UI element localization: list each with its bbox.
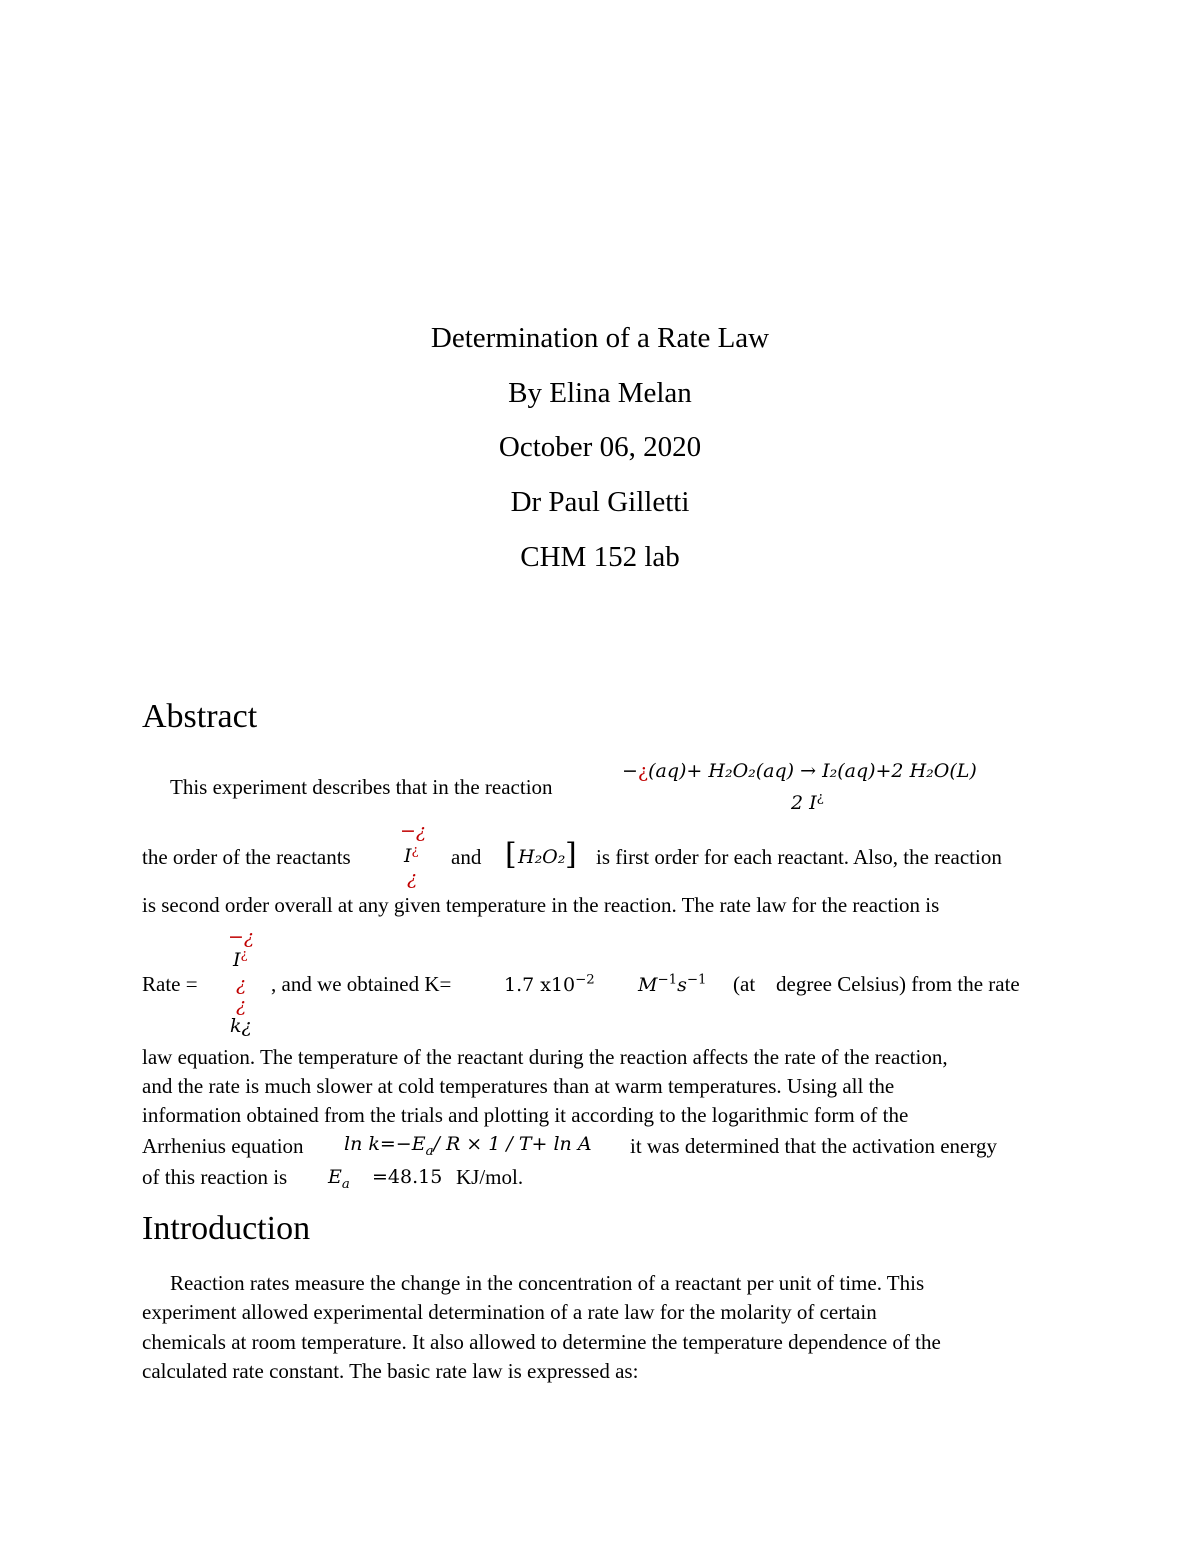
left-bracket: [ bbox=[505, 837, 517, 872]
abstract-heading: Abstract bbox=[142, 698, 258, 735]
course-line: CHM 152 lab bbox=[520, 541, 680, 573]
abstract-line-7: information obtained from the trials and plotting it according to the logarithmic form of the bbox=[142, 1103, 909, 1127]
abstract-line-8b: it was determined that the activation energy bbox=[630, 1134, 997, 1158]
ea-value bbox=[372, 1166, 442, 1188]
rate-stack-2 bbox=[233, 949, 248, 971]
rate-label: Rate = bbox=[142, 972, 198, 996]
rate-stack-4: ¿ bbox=[236, 994, 247, 1016]
rate-stack-3: ¿ bbox=[236, 973, 247, 995]
arrhenius-text: ln k=−E bbox=[344, 1133, 426, 1155]
ea-symbol-text: E bbox=[328, 1166, 342, 1188]
k-units-s: s bbox=[677, 974, 687, 996]
date-line: October 06, 2020 bbox=[498, 431, 702, 463]
ea-value-text: =48.15 bbox=[372, 1166, 443, 1188]
abstract-line-1: This experiment describes that in the reaction bbox=[170, 775, 553, 799]
instructor-line: Dr Paul Gilletti bbox=[510, 486, 690, 518]
reaction-minus: − bbox=[622, 760, 638, 782]
reaction-below-text: 2 I bbox=[791, 792, 817, 814]
k-units-s-exp: −1 bbox=[686, 972, 707, 988]
k-units bbox=[638, 974, 706, 996]
reaction-rest: (aq)+ H₂O₂(aq) → I₂(aq)+2 H₂O(L) bbox=[648, 760, 977, 782]
rate-stack-2-text: I bbox=[233, 949, 241, 971]
rate-stack-2-sup: ¿ bbox=[240, 947, 248, 963]
and-text: and bbox=[451, 845, 482, 869]
abstract-line-5: law equation. The temperature of the reactant during the reaction affects the rate of the reaction, bbox=[142, 1045, 948, 1069]
abstract-line-6: and the rate is much slower at cold temperatures than at warm temperatures. Using all the bbox=[142, 1074, 895, 1098]
k-units-m-exp: −1 bbox=[657, 972, 678, 988]
abstract-line-4b: (at bbox=[733, 972, 756, 996]
reaction-equation bbox=[622, 760, 977, 782]
abstract-line-3: is second order overall at any given temperature in the reaction. The rate law for the reaction is bbox=[142, 893, 940, 917]
reaction-below-sup: ¿ bbox=[816, 790, 824, 806]
reaction-below bbox=[791, 792, 824, 814]
k-exponent: −2 bbox=[575, 972, 595, 988]
k-value-text: 1.7 x10 bbox=[504, 974, 576, 996]
reactant2-bracketed bbox=[505, 837, 577, 872]
author-line: By Elina Melan bbox=[508, 377, 692, 409]
reactant1-mid-text: I bbox=[404, 845, 412, 867]
abstract-line-4a: , and we obtained K= bbox=[271, 972, 452, 996]
k-value bbox=[504, 974, 595, 996]
abstract-line-4c: degree Celsius) from the rate bbox=[776, 972, 1020, 996]
reactant1-top bbox=[400, 820, 426, 842]
reactant1-mid-sup: ¿ bbox=[411, 843, 419, 859]
rate-stack-1: −¿ bbox=[228, 926, 255, 948]
rate-stack-5-text: k¿ bbox=[230, 1015, 252, 1037]
intro-line-2: experiment allowed experimental determination of a rate law for the molarity of certain bbox=[142, 1300, 877, 1324]
rate-stack-5 bbox=[230, 1015, 252, 1037]
k-units-m: M bbox=[638, 974, 658, 996]
reactant1-mid bbox=[404, 845, 419, 867]
abstract-line-8a: Arrhenius equation bbox=[142, 1134, 304, 1158]
arrhenius-rest: ∕ R × 1 ∕ T+ ln A bbox=[433, 1133, 592, 1155]
abstract-line-9a: of this reaction is bbox=[142, 1165, 288, 1189]
reactant1-top-text: −¿ bbox=[400, 820, 427, 842]
arrhenius-equation bbox=[344, 1133, 592, 1159]
introduction-heading: Introduction bbox=[142, 1210, 311, 1247]
ea-sub: a bbox=[341, 1176, 350, 1192]
arrhenius-sub: a bbox=[425, 1143, 434, 1159]
right-bracket: ] bbox=[565, 837, 577, 872]
garbled-symbol: ¿ bbox=[637, 760, 649, 782]
abstract-line-2a: the order of the reactants bbox=[142, 845, 351, 869]
intro-line-1: Reaction rates measure the change in the concentration of a reactant per unit of time. This bbox=[170, 1271, 925, 1295]
document-title: Determination of a Rate Law bbox=[430, 322, 770, 354]
reactant1-bottom: ¿ bbox=[407, 867, 418, 889]
ea-symbol bbox=[328, 1166, 350, 1192]
intro-line-3: chemicals at room temperature. It also allowed to determine the temperature dependence of the bbox=[142, 1330, 941, 1354]
reactant2-text: H₂O₂ bbox=[518, 846, 566, 868]
ea-units: KJ/mol. bbox=[456, 1165, 524, 1189]
intro-line-4: calculated rate constant. The basic rate law is expressed as: bbox=[142, 1359, 639, 1383]
abstract-line-2b: is first order for each reactant. Also, the reaction bbox=[596, 845, 1002, 869]
